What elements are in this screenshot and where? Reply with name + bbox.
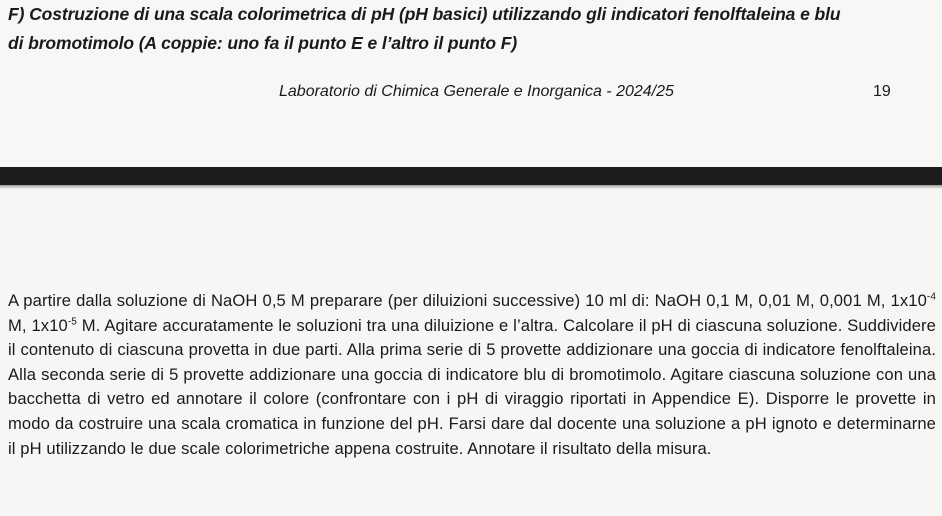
- previous-page: [0, 0, 942, 166]
- page-break-divider: [0, 167, 942, 185]
- paragraph-text-part-3: M. Agitare accuratamente le soluzioni tra una diluizione e l’altra. Calcolare il pH di ciascuna soluzione. Suddividere il contenuto di ciascuna provetta in due parti. Alla prima serie di 5 provette addizionare una goccia di indicatore fenolftaleina. Alla seconda serie di 5 provette addizionare una goccia di indicatore blu di bromotimolo. Agitare ciascuna soluzione con una bacchetta di vetro ed annotare il colore (confrontare con i pH di viraggio riportati in Appendice E). Disporre le provette in modo da costruire una scala cromatica in funzione del pH. Farsi dare dal docente una soluzione a pH ignoto e determinarne il pH utilizzando le due scale colorimetriche appena costruite. Annotare il risultato della misura.: [8, 315, 936, 458]
- section-heading-line-1: F) Costruzione di una scala colorimetrica di pH (pH basici) utilizzando gli indicatori fenolftaleina e blu: [8, 4, 841, 24]
- course-footer: Laboratorio di Chimica Generale e Inorganica - 2024/25: [279, 83, 674, 100]
- page-number: 19: [873, 83, 891, 100]
- paragraph-text-part-1: A partire dalla soluzione di NaOH 0,5 M preparare (per diluizioni successive) 10 ml di: NaOH 0,1 M, 0,01 M, 0,001 M, 1x10: [8, 291, 927, 310]
- section-heading-line-2: di bromotimolo (A coppie: uno fa il punto E e l’altro il punto F): [8, 33, 518, 53]
- exponent-2: -5: [67, 316, 77, 328]
- paragraph-text-part-2: M, 1x10: [8, 315, 68, 335]
- section-heading: [8, 0, 933, 58]
- page-footer: [0, 80, 942, 104]
- page-break-shadow: [0, 185, 942, 189]
- procedure-paragraph: [8, 289, 936, 461]
- exponent-1: -4: [926, 291, 936, 303]
